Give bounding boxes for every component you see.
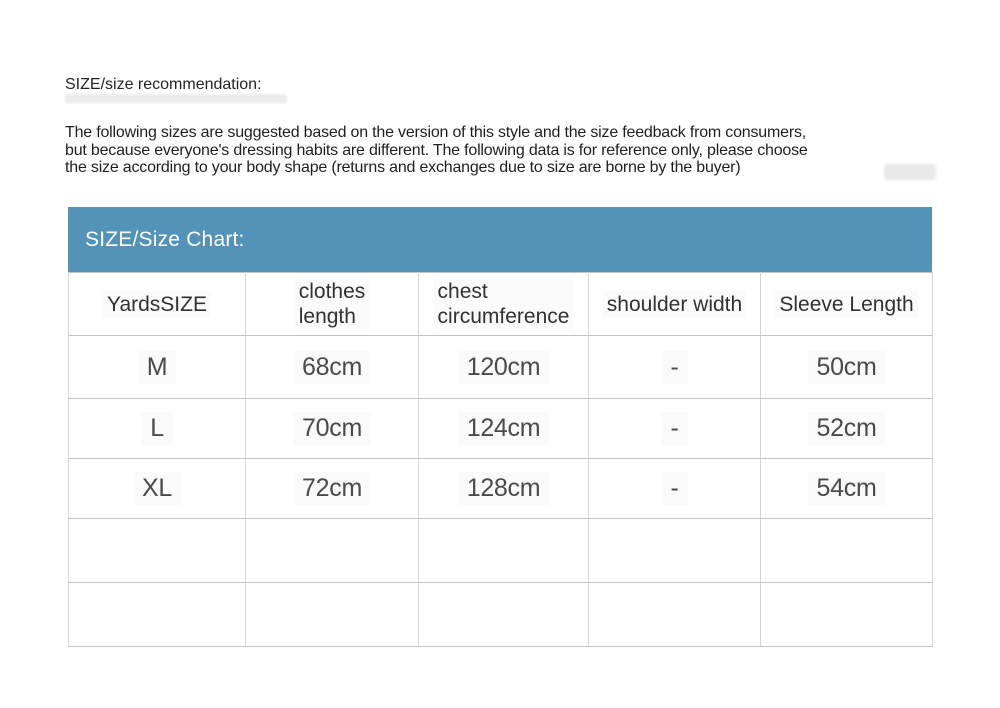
cell-empty bbox=[419, 519, 589, 583]
cell-size: M bbox=[69, 336, 246, 399]
column-header-chest-circumference bbox=[419, 273, 589, 336]
column-header-label: chest bbox=[437, 280, 488, 303]
column-header-shoulder-width bbox=[589, 273, 761, 336]
column-header-label: circumference bbox=[437, 305, 570, 328]
table-row-m bbox=[69, 336, 933, 399]
paragraph-line: but because everyone's dressing habits are different. The following data is for reference only, please choose bbox=[65, 141, 808, 159]
column-header-label: length bbox=[298, 305, 356, 328]
size-chart-title: SIZE/Size Chart: bbox=[85, 227, 245, 251]
cell-empty bbox=[69, 583, 246, 647]
cell-sleeve: 50cm bbox=[761, 336, 933, 399]
translation-artifact-smudge bbox=[884, 164, 936, 180]
cell-clothes-length: 70cm bbox=[246, 399, 419, 459]
table-row-empty bbox=[69, 519, 933, 583]
cell-empty bbox=[589, 519, 761, 583]
cell-shoulder: - bbox=[589, 336, 761, 399]
column-header-label: shoulder width bbox=[606, 292, 743, 316]
paragraph-line: the size according to your body shape (returns and exchanges due to size are borne by the buyer) bbox=[65, 159, 741, 176]
column-header-clothes-length bbox=[246, 273, 419, 336]
column-header-sleeve-length bbox=[761, 273, 933, 336]
column-header-label: clothes bbox=[298, 280, 366, 303]
paragraph-line: The following sizes are suggested based on the version of this style and the size feedback from consumers, bbox=[65, 124, 806, 141]
cell-sleeve: 54cm bbox=[761, 459, 933, 519]
cell-empty bbox=[761, 519, 933, 583]
cell-shoulder: - bbox=[589, 459, 761, 519]
cell-empty bbox=[69, 519, 246, 583]
table-header-row bbox=[69, 273, 933, 336]
cell-empty bbox=[589, 583, 761, 647]
cell-chest: 128cm bbox=[419, 459, 589, 519]
table-row-empty bbox=[69, 583, 933, 647]
cell-empty bbox=[761, 583, 933, 647]
cell-empty bbox=[246, 519, 419, 583]
table-row-l bbox=[69, 399, 933, 459]
size-chart-title-bar bbox=[68, 207, 932, 272]
cell-chest: 120cm bbox=[419, 336, 589, 399]
cell-shoulder: - bbox=[589, 399, 761, 459]
cell-empty bbox=[419, 583, 589, 647]
size-chart-table bbox=[68, 272, 933, 647]
size-recommendation-paragraph bbox=[65, 124, 808, 177]
size-recommendation-heading: SIZE/size recommendation: bbox=[65, 76, 262, 93]
column-header-label: YardsSIZE bbox=[107, 292, 207, 316]
cell-clothes-length: 68cm bbox=[246, 336, 419, 399]
cell-chest: 124cm bbox=[419, 399, 589, 459]
translation-artifact-smudge bbox=[65, 94, 287, 103]
cell-empty bbox=[246, 583, 419, 647]
column-header-size bbox=[69, 273, 246, 336]
column-header-label: Sleeve Length bbox=[779, 292, 914, 316]
table-row-xl bbox=[69, 459, 933, 519]
cell-sleeve: 52cm bbox=[761, 399, 933, 459]
cell-size: XL bbox=[69, 459, 246, 519]
cell-size: L bbox=[69, 399, 246, 459]
cell-clothes-length: 72cm bbox=[246, 459, 419, 519]
